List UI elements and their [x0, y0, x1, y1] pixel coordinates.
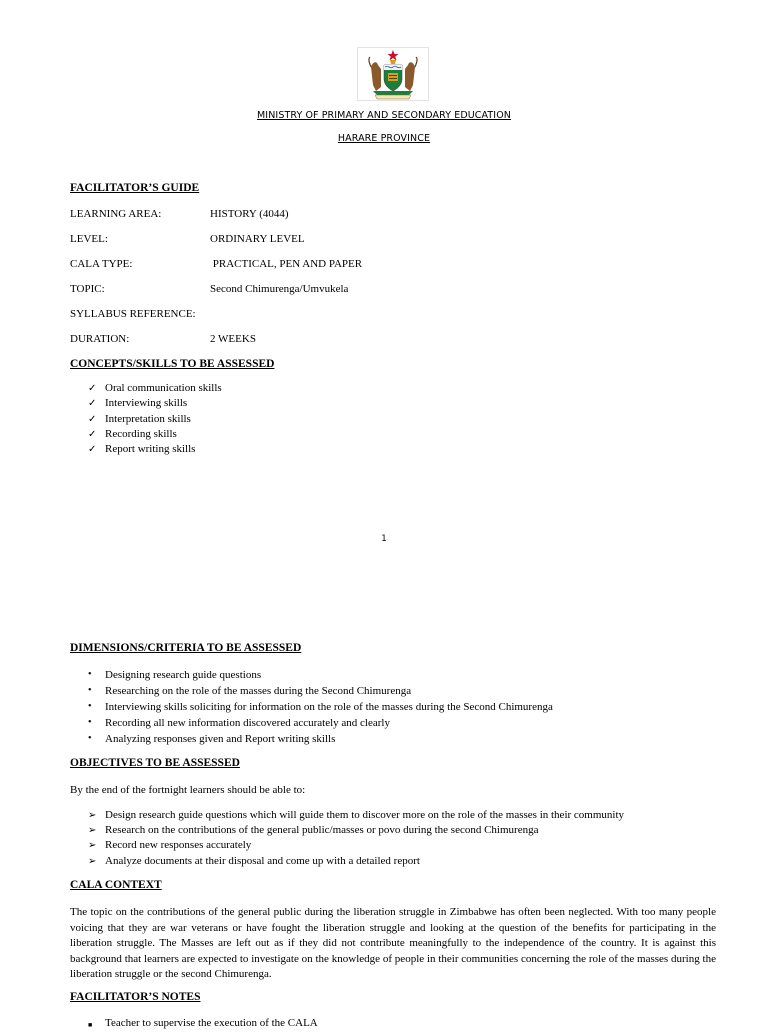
list-item-text: Design research guide questions which will guide them to discover more on the role of the masses in their community: [105, 809, 625, 821]
bullet-icon: •: [88, 733, 92, 744]
list-item-text: Interviewing skills: [105, 397, 188, 410]
concepts-list: [88, 381, 222, 457]
objectives-list: [88, 808, 624, 869]
list-item: [88, 683, 553, 699]
province-title: HARARE PROVINCE: [337, 133, 431, 144]
dimensions-list: [88, 667, 553, 747]
list-item: [88, 427, 222, 442]
list-item-text: Record new responses accurately: [105, 839, 252, 852]
guide-title: FACILITATOR’S GUIDE: [70, 182, 200, 194]
arrow-bullet-icon: ➢: [88, 840, 97, 852]
field-label: TOPIC:: [70, 283, 105, 295]
objectives-intro: By the end of the fortnight learners should be able to:: [70, 784, 306, 796]
list-item-text: Recording all new information discovered accurately and clearly: [105, 717, 390, 729]
square-bullet-icon: ■: [88, 1021, 93, 1029]
list-item: [88, 808, 624, 823]
list-item-text: Interpretation skills: [105, 412, 191, 425]
arrow-bullet-icon: ➢: [88, 810, 97, 821]
checkmark-icon: ✓: [88, 383, 97, 394]
field-value: PRACTICAL, PEN AND PAPER: [210, 258, 363, 270]
bullet-icon: •: [88, 701, 92, 712]
page-number: 1: [381, 534, 387, 544]
context-paragraph: The topic on the contributions of the general public during the liberation struggle in Zimbabwe has often been neglected. With too many people voicing that they are war veterans or have fought the liberation struggle and looking at the question of the benefits for participating in the liberation struggle. The Masses are left out as if they did not contribute meaningfully to the independence of the country. It is against this background that learners are expected to investigate on the knowledge of people in their communities concerning the role of the masses during the liberation struggle or the second Chimurenga.: [70, 906, 716, 980]
field-label: DURATION:: [70, 333, 130, 345]
list-item-text: Designing research guide questions: [105, 669, 262, 681]
objectives-heading: OBJECTIVES TO BE ASSESSED: [70, 757, 240, 769]
document-page-2: [0, 578, 768, 1029]
dimensions-heading: DIMENSIONS/CRITERIA TO BE ASSESSED: [70, 642, 302, 654]
list-item: [88, 715, 553, 731]
coat-of-arms-icon: [357, 47, 429, 101]
notes-heading: FACILITATOR’S NOTES: [70, 991, 201, 1003]
list-item: [88, 823, 624, 838]
list-item-text: Oral communication skills: [105, 382, 222, 394]
concepts-heading: CONCEPTS/SKILLS TO BE ASSESSED: [70, 358, 275, 370]
arrow-bullet-icon: ➢: [88, 825, 97, 837]
list-item: [88, 1016, 318, 1031]
list-item-text: Teacher to supervise the execution of the CALA: [105, 1017, 318, 1029]
checkmark-icon: ✓: [88, 428, 97, 440]
checkmark-icon: ✓: [88, 413, 97, 425]
list-item: [88, 731, 553, 747]
context-heading: CALA CONTEXT: [70, 879, 162, 891]
field-label: LEARNING AREA:: [70, 208, 162, 220]
notes-list: [88, 1016, 318, 1031]
list-item-text: Analyzing responses given and Report writing skills: [105, 733, 336, 745]
field-value: HISTORY (4044): [210, 208, 289, 220]
list-item: [88, 667, 553, 683]
field-value: 2 WEEKS: [210, 333, 256, 345]
list-item: [88, 699, 553, 715]
field-label: CALA TYPE:: [70, 258, 133, 270]
list-item: [88, 396, 222, 411]
field-label: SYLLABUS REFERENCE:: [70, 308, 196, 320]
field-label: LEVEL:: [70, 233, 108, 245]
list-item: [88, 838, 624, 853]
list-item: [88, 442, 222, 457]
checkmark-icon: ✓: [88, 444, 97, 456]
list-item-text: Analyze documents at their disposal and come up with a detailed report: [105, 854, 420, 867]
list-item: [88, 854, 624, 869]
list-item: [88, 381, 222, 396]
list-item-text: Interviewing skills soliciting for information on the role of the masses during the Second Chimurenga: [105, 701, 553, 713]
bullet-icon: •: [88, 685, 92, 696]
arrow-bullet-icon: ➢: [88, 855, 97, 867]
list-item-text: Recording skills: [105, 427, 177, 440]
field-value: Second Chimurenga/Umvukela: [210, 283, 349, 295]
list-item: [88, 412, 222, 427]
list-item-text: Report writing skills: [105, 443, 196, 456]
field-value: ORDINARY LEVEL: [210, 233, 305, 245]
list-item-text: Research on the contributions of the general public/masses or povo during the second Chimurenga: [105, 824, 539, 837]
list-item-text: Researching on the role of the masses during the Second Chimurenga: [105, 685, 412, 697]
bullet-icon: •: [88, 669, 92, 680]
checkmark-icon: ✓: [88, 398, 97, 410]
bullet-icon: •: [88, 717, 92, 728]
ministry-title: MINISTRY OF PRIMARY AND SECONDARY EDUCATION: [257, 110, 511, 121]
